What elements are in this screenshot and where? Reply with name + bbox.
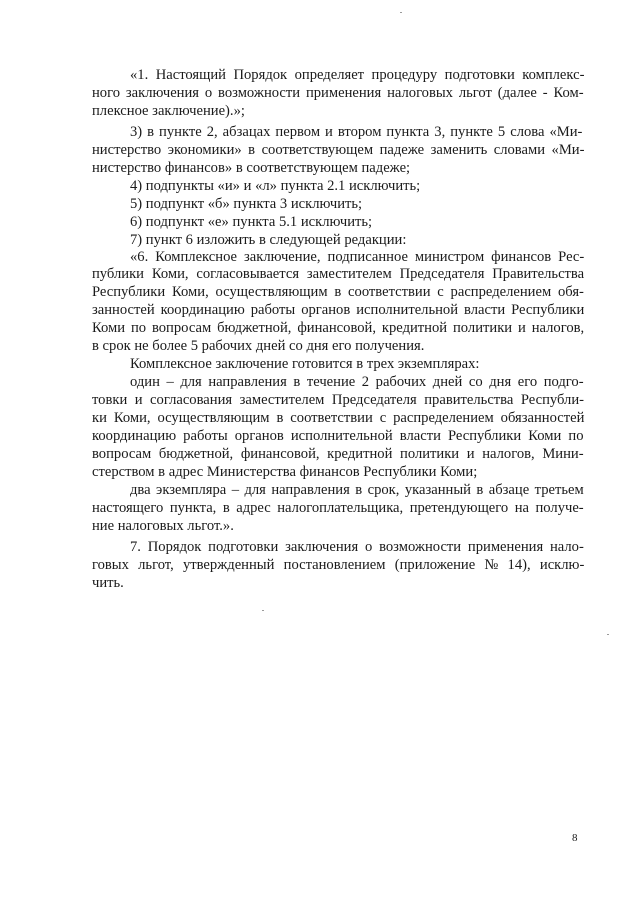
text-line: 6) подпункт «е» пункта 5.1 исключить; [130,214,373,230]
text-line: товки и согласования заместителем Председателя правительства Республи- [92,392,585,408]
text-line: Коми по вопросам бюджетной, финансовой, кредитной политики и налогов, [92,320,585,336]
text-line: 3) в пункте 2, абзацах первом и втором пункта 3, пункте 5 слова «Ми- [130,124,583,140]
page-number: 8 [572,832,578,844]
text-line: Республики Коми, осуществляющим в соответствии с распределением обя- [92,284,584,300]
text-line: ние налоговых льгот.». [92,518,234,534]
text-line: «6. Комплексное заключение, подписанное министром финансов Рес- [130,249,585,265]
scan-speck [262,610,264,611]
text-line: говых льгот, утвержденный постановлением (приложение № 14), исклю- [92,557,585,573]
text-line: два экземпляра – для направления в срок, указанный в абзаце третьем [130,482,584,498]
text-line: плексное заключение).»; [92,103,245,119]
text-line: ного заключения о возможности применения налоговых льгот (далее - Ком- [92,85,584,101]
text-line: публики Коми, согласовывается заместителем Председателя Правительства [92,266,585,282]
text-line: «1. Настоящий Порядок определяет процедуру подготовки комплекс- [130,67,585,83]
text-line: настоящего пункта, в адрес налогоплательщика, претендующего на получе- [92,500,584,516]
scan-speck [400,12,402,13]
text-line: нистерство финансов» в соответствующем падеже; [92,160,411,176]
text-line: один – для направления в течение 2 рабочих дней со дня его подго- [130,374,584,390]
text-line: чить. [92,575,124,591]
text-line: 4) подпункты «и» и «л» пункта 2.1 исключить; [130,178,421,194]
text-line: Комплексное заключение готовится в трех экземплярах: [130,356,480,372]
text-line: вопросам бюджетной, финансовой, кредитной политики и налогов, Мини- [92,446,584,462]
text-line: нистерство экономики» в соответствующем падеже заменить словами «Ми- [92,142,585,158]
text-line: ки Коми, осуществляющим в соответствии с распределением обязанностей [92,410,585,426]
scan-speck [607,634,609,635]
text-line: в срок не более 5 рабочих дней со дня его получения. [92,338,425,354]
text-line: занностей координацию работы органов исполнительной власти Республики [92,302,585,318]
text-line: 7. Порядок подготовки заключения о возможности применения нало- [130,539,584,555]
text-line: 5) подпункт «б» пункта 3 исключить; [130,196,363,212]
text-line: 7) пункт 6 изложить в следующей редакции: [130,232,407,248]
text-line: координацию работы органов исполнительной власти Республики Коми по [92,428,584,444]
text-line: стерством в адрес Министерства финансов Республики Коми; [92,464,478,480]
